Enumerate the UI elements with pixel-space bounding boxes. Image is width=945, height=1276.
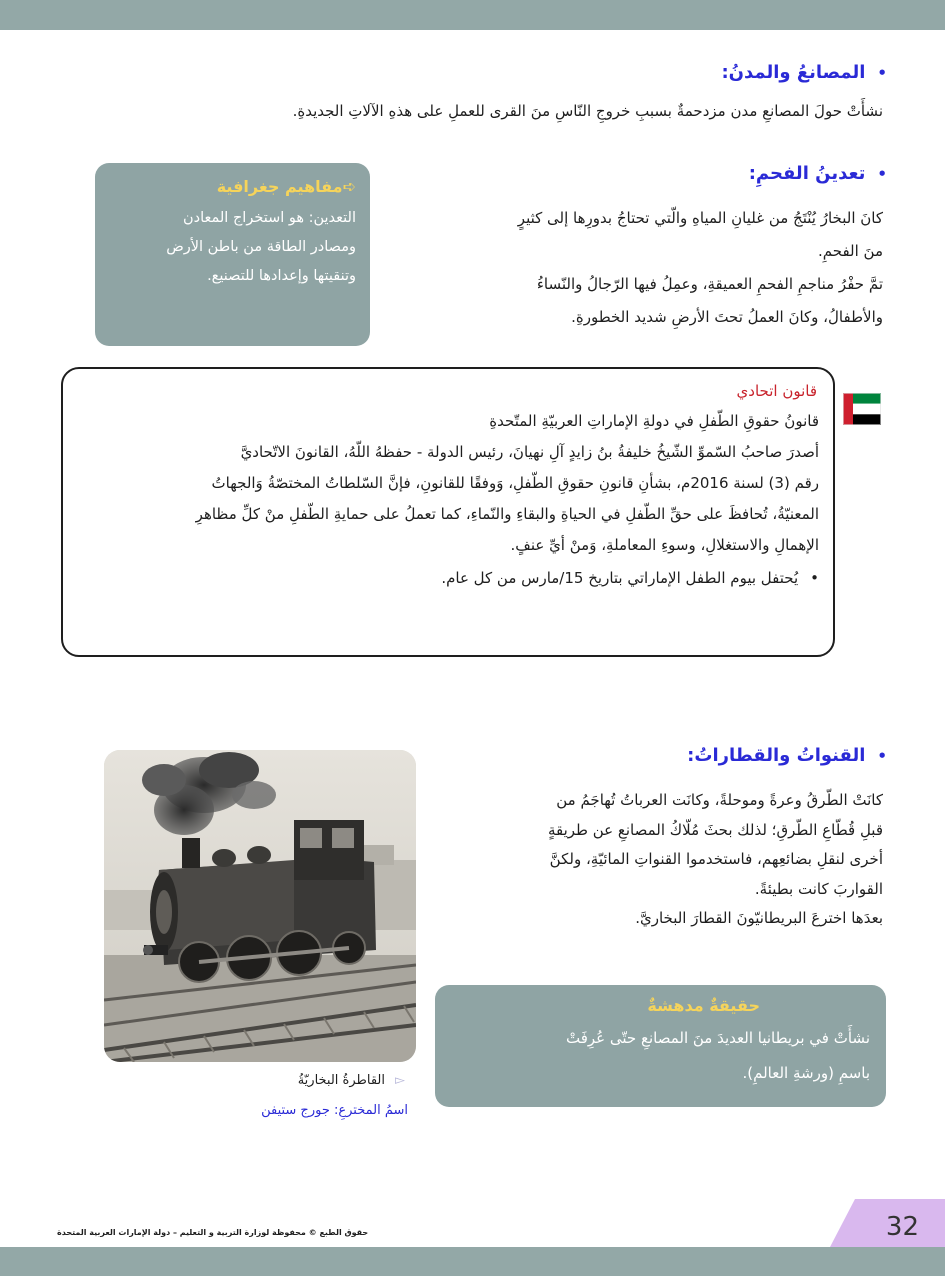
fact-title: حقيقةٌ مدهشةٌ — [647, 996, 760, 1015]
section-heading-canals-trains — [687, 745, 887, 766]
bullet: • — [877, 64, 887, 82]
law-label: قانون اتحادي — [736, 382, 817, 400]
section-heading-factories — [721, 62, 887, 83]
text-line: أصدرَ صاحبُ السّموِّ الشّيخُ خليفةُ بنُ زايدٍ آلِ نهيانَ، رئيس الدولة - حفظهُ اللّهُ، القانونَ الاتّحاديَّ — [240, 443, 819, 461]
paragraph-factories: نشأَتْ حولَ المصانعِ مدن مزدحمةٌ بسببِ خروجِ النّاسِ منَ القرى للعملِ على هذهِ الآلاتِ الجديدةِ. — [292, 102, 883, 120]
top-bar — [0, 0, 945, 30]
amazing-fact-box — [435, 985, 886, 1107]
text-line: كانَ البخارُ يُنْتَجُ من غليانِ المياهِ والّتي تحتاجُ بدورِها إلى كثيرٍ — [517, 209, 883, 227]
text-line: قبلِ قُطّاعِ الطّرقِ؛ لذلك بحثَ مُلّاكُ المصانعِ عن طريقةٍ — [547, 820, 883, 839]
inventor-caption: اسمُ المخترعِ: جورج ستيفن — [261, 1103, 408, 1118]
text-line: وتنقيتها وإعدادها للتصنيع. — [207, 268, 356, 284]
bottom-bar — [0, 1247, 945, 1276]
bullet: • — [810, 569, 819, 587]
fact-text — [451, 1021, 870, 1091]
concepts-title: ➪مفاهيم جغرافية — [216, 177, 356, 196]
bullet-text: يُحتفل بيوم الطفل الإماراتي بتاريخ 15/مارس من كل عام. — [441, 569, 799, 587]
heading-text: المصانعُ والمدنُ: — [721, 62, 866, 83]
section-heading-coal-mining — [749, 163, 887, 184]
text-line: بعدَها اخترعَ البريطانيّونَ القطارَ البخاريَّ. — [635, 909, 883, 927]
text-line: منَ الفحمِ. — [818, 242, 883, 260]
locomotive-illustration — [104, 750, 416, 1062]
text-line: الإهمالِ والاستغلالِ، وسوءِ المعاملةِ، وَمنْ أيِّ عنفٍ. — [510, 536, 819, 554]
bullet: • — [877, 747, 887, 765]
text-line: رقم (3) لسنة 2016م، بشأنِ قانونِ حقوقِ الطّفلِ، وَوفقًا للقانونِ، فإنَّ السّلطاتُ المختصّةُ وَالجهاتُ — [211, 474, 819, 492]
text-line: والأطفالُ، وكانَ العملُ تحتَ الأرضِ شديد الخطورةِ. — [571, 308, 883, 326]
text-line: القواربَ كانت بطيئةً. — [754, 879, 883, 898]
geography-concepts-box — [95, 163, 370, 346]
steam-locomotive-photo — [104, 750, 416, 1062]
text-line: أخرى لنقلِ بضائعِهم، فاستخدموا القنواتِ المائيّةِ، ولكنَّ — [549, 850, 883, 868]
text-line: المعنيّةُ، تُحافظَ على حقِّ الطّفلِ في الحياةِ والبقاءِ والنّماءِ، كما تعملُ على حمايةِ الطّفلِ منْ كلِّ مظاهرِ — [195, 505, 819, 523]
federal-law-box — [61, 367, 835, 657]
text-line: كانَتْ الطّرقُ وعرةً وموحلةً، وكانَت العرباتُ تُهاجَمُ من — [556, 791, 883, 809]
paragraph-coal-mining — [423, 202, 883, 334]
heading-text: تعدينُ الفحمِ: — [748, 163, 866, 184]
concepts-text — [109, 204, 356, 291]
text-line: التعدين: هو استخراج المعادن — [182, 210, 356, 226]
text-line: تمَّ حفْرُ مناجمِ الفحمِ العميقةِ، وعمِلُ فيها الرّجالُ والنّساءُ — [536, 275, 883, 293]
law-bullet — [77, 563, 819, 593]
heading-text: القنواتُ والقطاراتُ: — [687, 745, 866, 766]
uae-flag-icon — [843, 393, 881, 425]
page-number: 32 — [885, 1212, 919, 1242]
law-subtitle: قانونُ حقوقِ الطّفلِ في دولةِ الإماراتِ العربيّةِ المتّحدةِ — [489, 412, 819, 430]
law-body — [77, 437, 819, 561]
photo-caption — [298, 1072, 405, 1090]
text-line: نشأَتْ في بريطانيا العديدَ منَ المصانعِ حتّى عُرِفَتْ — [566, 1029, 870, 1047]
text-line: باسمِ (ورشةِ العالمِ). — [742, 1064, 870, 1082]
arrow-right-icon: ➪ — [342, 177, 356, 196]
pointer-icon: ▻ — [395, 1073, 405, 1088]
text-line: ومصادر الطاقة من باطن الأرض — [166, 239, 356, 255]
bullet: • — [877, 165, 887, 183]
paragraph-canals-trains — [438, 786, 883, 934]
caption-text: القاطرةُ البخاريّةُ — [297, 1073, 385, 1088]
copyright-notice: حقوق الطبع © محفوظة لوزارة التربية و التعليم – دولة الإمارات العربية المتحدة — [57, 1228, 369, 1237]
